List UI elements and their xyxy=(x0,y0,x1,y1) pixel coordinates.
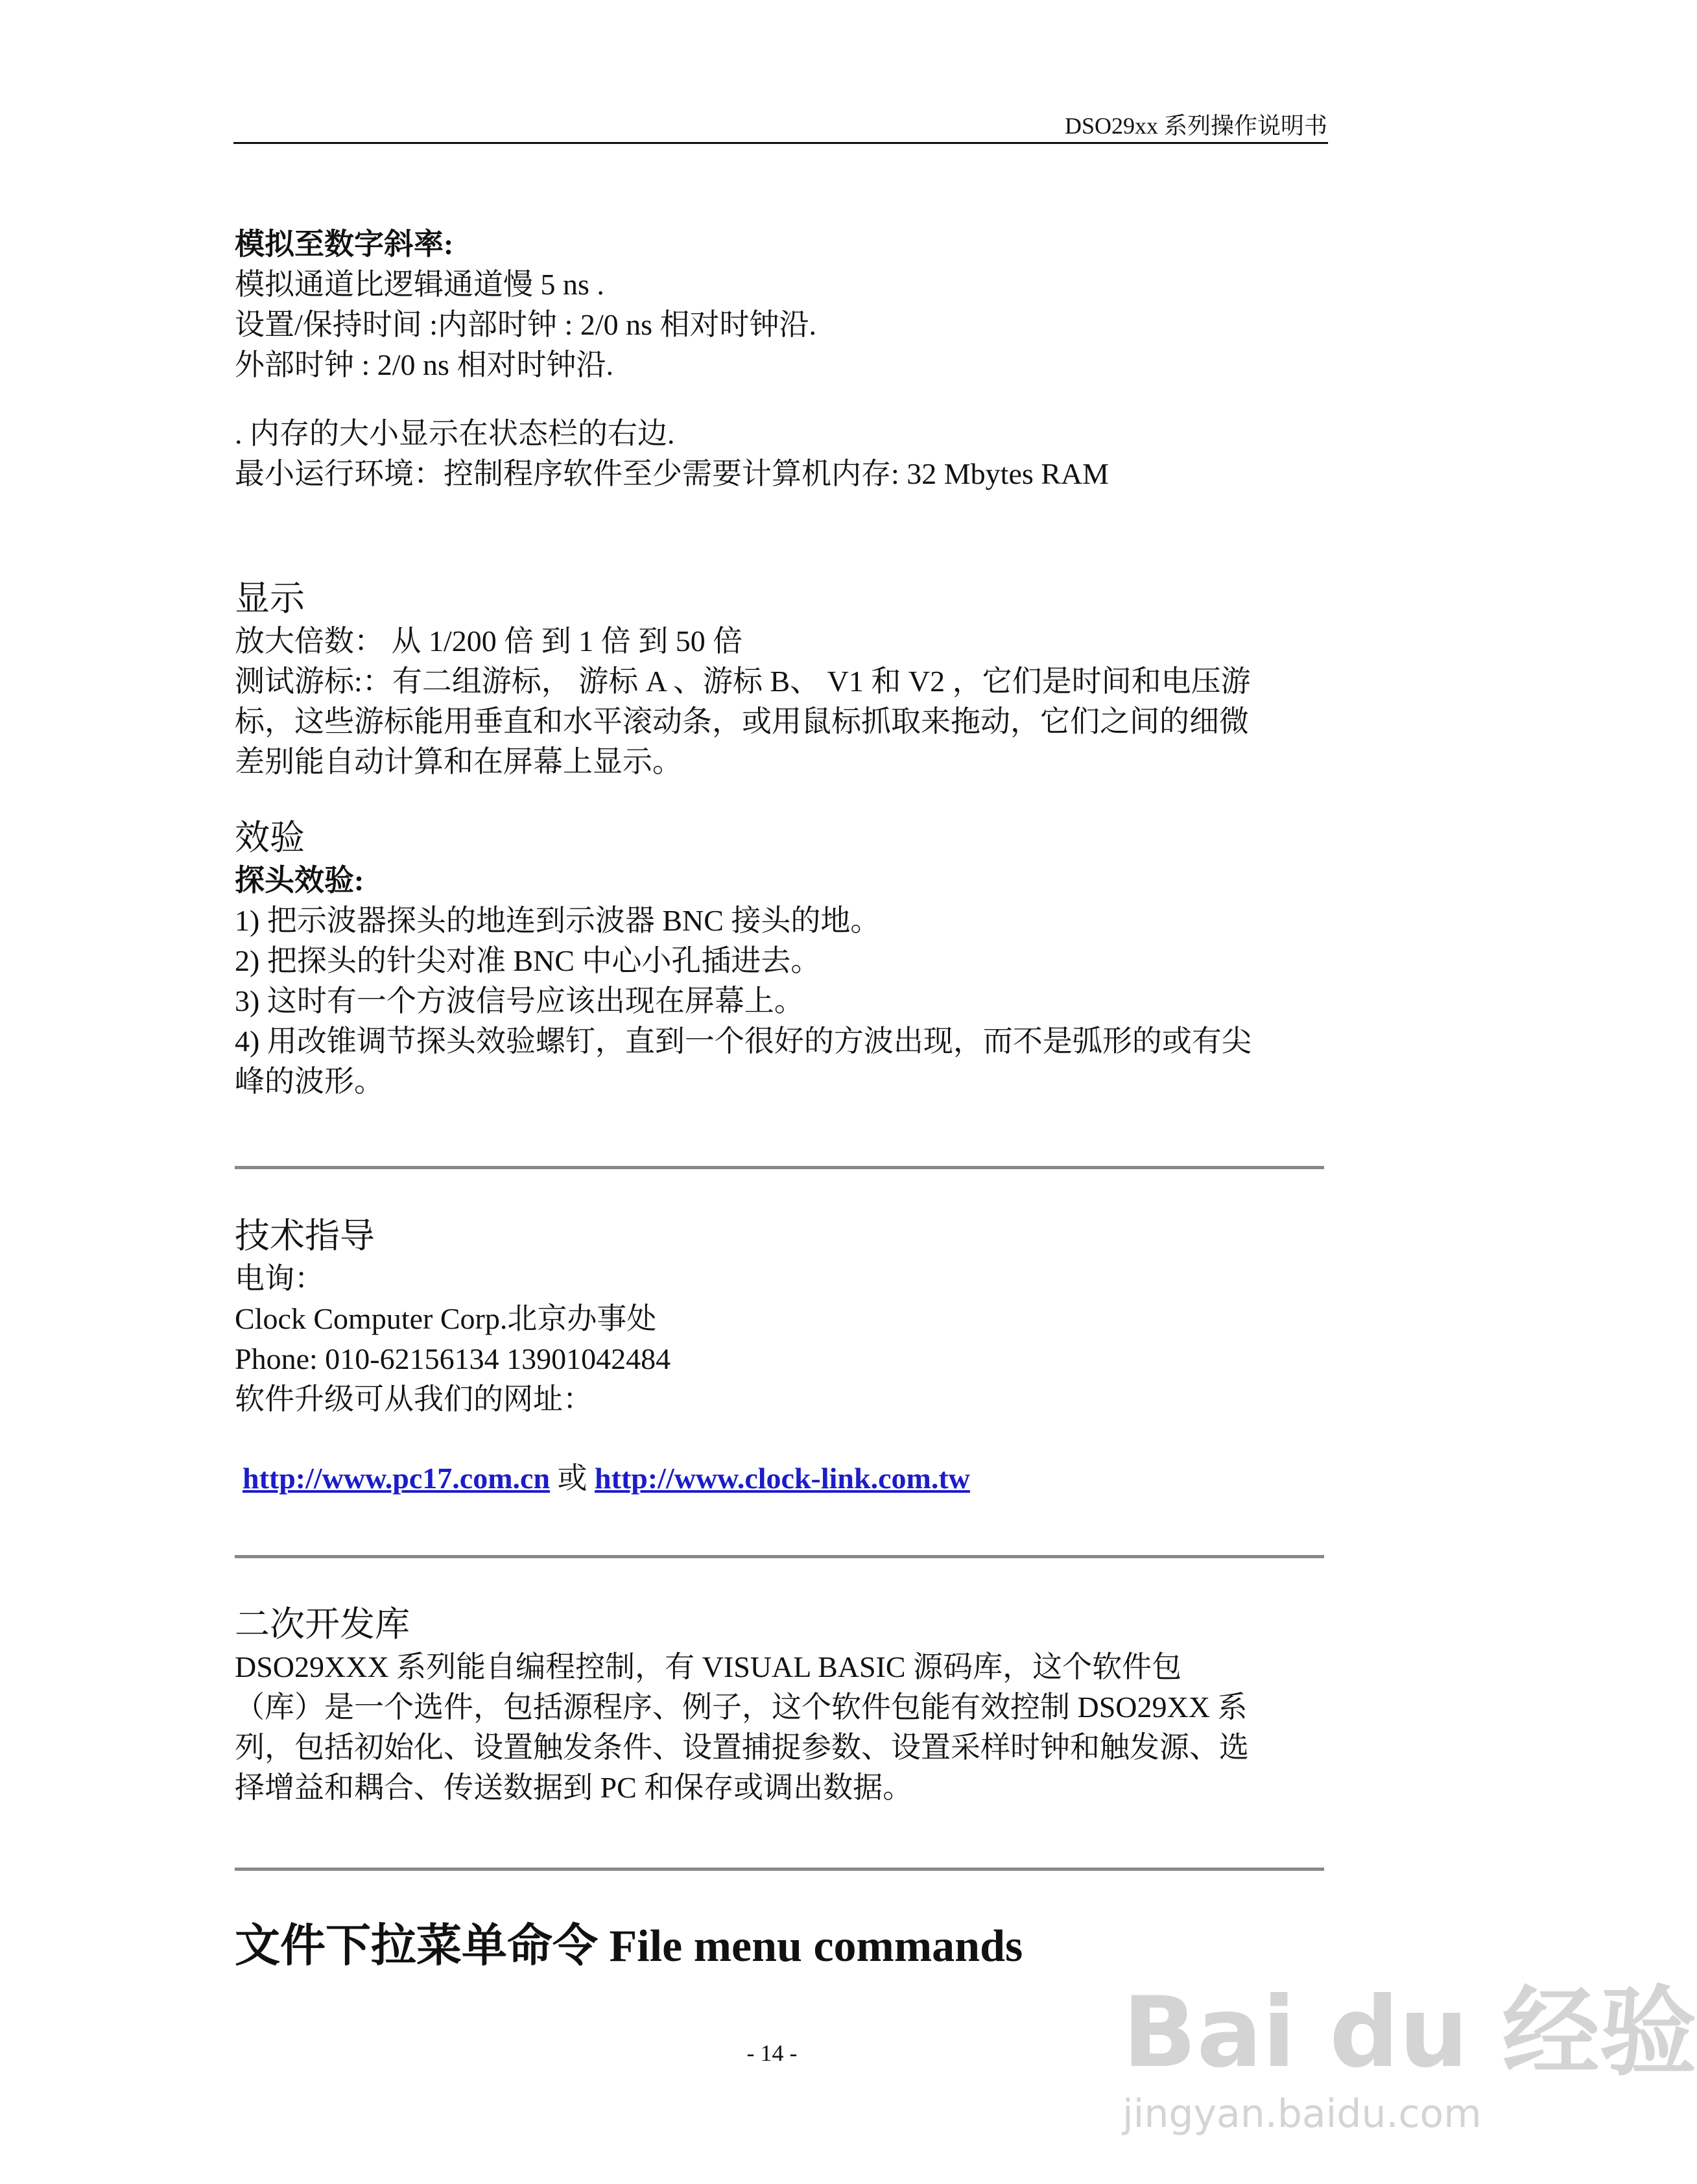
support-section xyxy=(235,1213,1331,1499)
slew-line: 模拟通道比逻辑通道慢 5 ns . xyxy=(235,268,604,301)
calibration-step: 4) 用改锥调节探头效验螺钉，直到一个很好的方波出现，而不是弧形的或有尖 xyxy=(235,1025,1252,1058)
calibration-title: 效验 xyxy=(235,818,305,857)
slew-line: 外部时钟 : 2/0 ns 相对时钟沿. xyxy=(235,348,613,381)
sdk-title: 二次开发库 xyxy=(235,1605,410,1644)
sdk-line: 列，包括初始化、设置触发条件、设置捕捉参数、设置采样时钟和触发源、选 xyxy=(235,1731,1249,1764)
calibration-step: 3) 这时有一个方波信号应该出现在屏幕上。 xyxy=(235,984,804,1017)
sdk-line: 择增益和耦合、传送数据到 PC 和保存或调出数据。 xyxy=(235,1771,913,1804)
page-number: - 14 - xyxy=(746,2040,798,2066)
memory-line: 最小运行环境：控制程序软件至少需要计算机内存: 32 Mbytes RAM xyxy=(235,457,1110,490)
memory-line: . 内存的大小显示在状态栏的右边. xyxy=(235,417,675,450)
section-divider xyxy=(235,1166,1324,1169)
display-line: 标，这些游标能用垂直和水平滚动条，或用鼠标抓取来拖动，它们之间的细微 xyxy=(235,705,1249,738)
slew-title: 模拟至数字斜率: xyxy=(235,228,454,261)
watermark-url: jingyan.baidu.com xyxy=(1122,2091,1482,2137)
display-section xyxy=(235,576,1331,782)
baidu-watermark xyxy=(1122,1976,1697,2172)
calibration-step: 1) 把示波器探头的地连到示波器 BNC 接头的地。 xyxy=(235,904,881,937)
display-line: 差别能自动计算和在屏幕上显示。 xyxy=(235,745,682,778)
file-menu-heading: 文件下拉菜单命令 File menu commands xyxy=(235,1921,1023,1971)
website-link-pc17[interactable]: http://www.pc17.com.cn xyxy=(243,1462,551,1495)
slew-line: 设置/保持时间 :内部时钟 : 2/0 ns 相对时钟沿. xyxy=(235,308,817,341)
support-title: 技术指导 xyxy=(235,1217,375,1255)
sdk-line: （库）是一个选件，包括源程序、例子，这个软件包能有效控制 DSO29XX 系 xyxy=(235,1691,1248,1724)
section-divider xyxy=(235,1555,1324,1558)
website-link-clock[interactable]: http://www.clock-link.com.tw xyxy=(595,1462,970,1495)
calibration-section xyxy=(235,815,1331,1102)
header-divider xyxy=(233,142,1328,144)
display-title: 显示 xyxy=(235,579,305,618)
support-line: Clock Computer Corp.北京办事处 xyxy=(235,1302,657,1335)
support-line: 电询： xyxy=(235,1262,324,1295)
support-line: 软件升级可从我们的网址： xyxy=(235,1383,593,1416)
calibration-subtitle: 探头效验: xyxy=(235,864,364,897)
support-links xyxy=(235,1458,1331,1499)
calibration-step: 峰的波形。 xyxy=(235,1065,384,1098)
display-line: 测试游标:：有二组游标， 游标 A 、游标 B、 V1 和 V2 ，它们是时间和电压游 xyxy=(235,665,1251,698)
display-line: 放大倍数： 从 1/200 倍 到 1 倍 到 50 倍 xyxy=(235,624,743,658)
specs-section xyxy=(235,224,1331,494)
calibration-step: 2) 把探头的针尖对准 BNC 中心小孔插进去。 xyxy=(235,944,821,977)
watermark-logo: Bai du 经验 xyxy=(1122,1976,1697,2089)
sdk-section xyxy=(235,1602,1331,1808)
sdk-line: DSO29XXX 系列能自编程控制，有 VISUAL BASIC 源码库，这个软件包 xyxy=(235,1650,1182,1683)
running-header: DSO29xx 系列操作说明书 xyxy=(1064,113,1327,139)
support-phone: Phone: 010-62156134 13901042484 xyxy=(235,1342,671,1375)
or-text: 或 xyxy=(550,1462,595,1495)
section-divider xyxy=(235,1868,1324,1871)
